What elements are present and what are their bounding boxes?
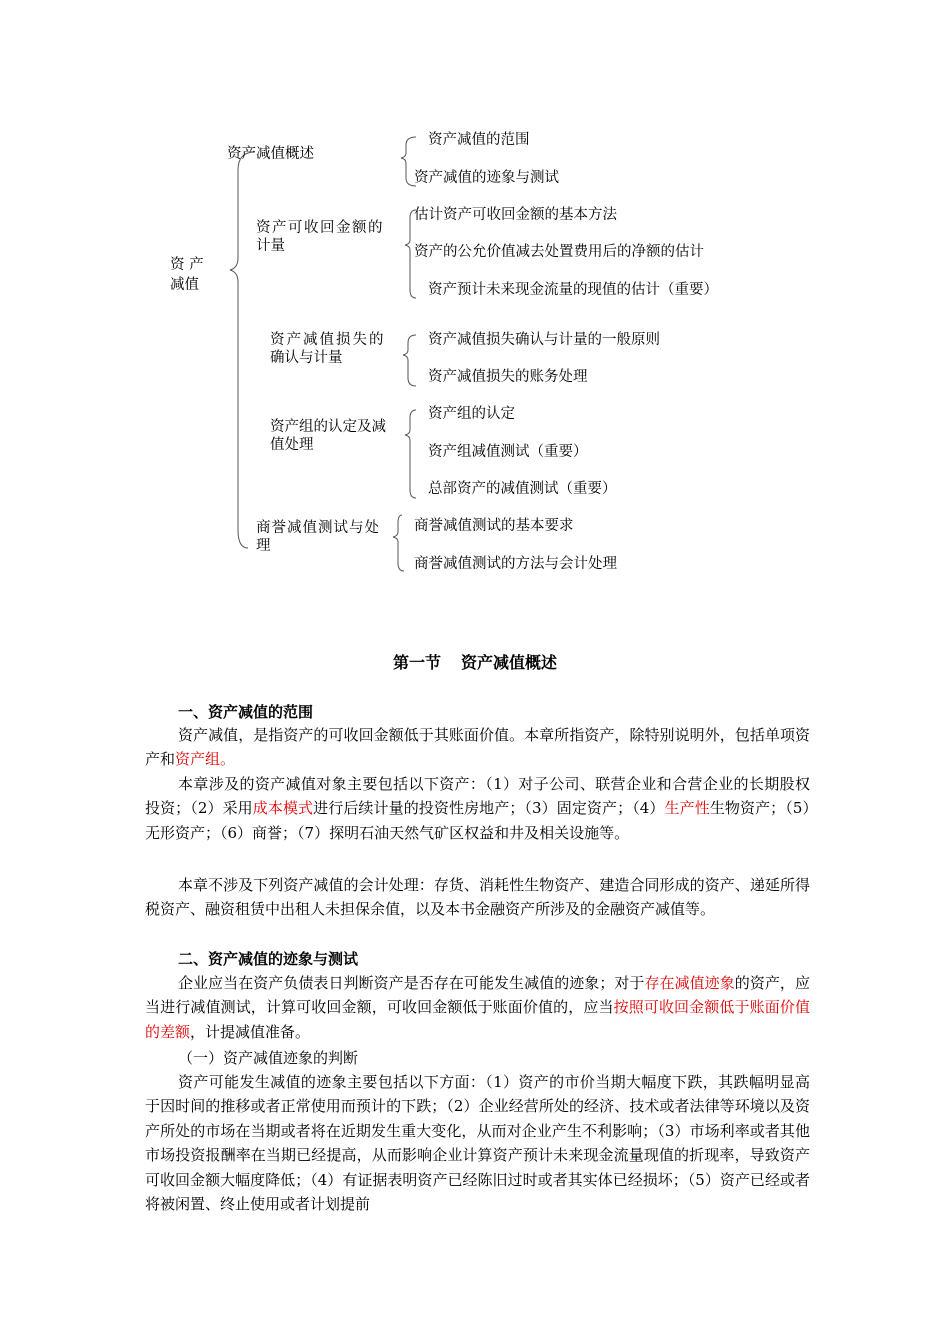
branch-item: 资产组的认定 <box>428 406 515 422</box>
paragraph-2-text-c: 生物资产；（5）无形资产；（6）商誉；（7）探明石油天然气矿区权益和井及相关设施等。 <box>145 799 810 842</box>
subheading-1: （一）资产减值迹象的判断 <box>178 1049 359 1067</box>
paragraph-2 <box>145 772 810 845</box>
paragraph-4-text-b: 的资产，应当进行减值测试，计算可收回金额，可收回金额低于账面价值的，应当 <box>145 974 810 1017</box>
branch-item: 资产减值损失的账务处理 <box>428 369 588 385</box>
branch-label: 确认与计量 <box>270 350 343 366</box>
branch-label: 值处理 <box>270 437 314 453</box>
section-title-text: 资产减值概述 <box>461 653 558 672</box>
paragraph-1-text: 资产减值，是指资产的可收回金额低于其账面价值。本章所指资产，除特别说明外，包括单项资产和 <box>145 726 810 769</box>
paragraph-5: 资产可能发生减值的迹象主要包括以下方面：（1）资产的市价当期大幅度下跌，其跌幅明显高于因时间的推移或者正常使用而预计的下跌；（2）企业经营所处的经济、技术或者法律等环境以及资产所处的市场在当期或者将在近期发生重大变化，从而对企业产生不利影响；（3）市场利率或者其他市场投资报酬率在当期已经提高，从而影响企业计算资产预计未来现金流量现值的折现率，导致资产可收回金额大幅度降低；（4）有证据表明资产已经陈旧过时或者其实体已经损坏；（5）资产已经或者将被闲置、终止使用或者计划提前 <box>145 1073 810 1214</box>
section-title-number: 第一节 <box>392 653 441 672</box>
root-brace <box>230 152 255 548</box>
branch-label: 资产减值概述 <box>227 146 314 162</box>
heading-2: 二、资产减值的迹象与测试 <box>178 950 359 968</box>
highlight-impairment-indication: 存在减值迹象 <box>644 974 735 992</box>
heading-1: 一、资产减值的范围 <box>178 703 314 721</box>
paragraph-4-text-a: 企业应当在资产负债表日判断资产是否存在可能发生减值的迹象；对于 <box>178 974 645 992</box>
branch-item: 资产的公允价值减去处置费用后的净额的估计 <box>414 244 704 260</box>
branch-item: 总部资产的减值测试（重要） <box>428 481 617 497</box>
paragraph-1 <box>145 723 810 772</box>
paragraph-4 <box>145 971 810 1044</box>
branch-label: 理 <box>256 538 271 554</box>
root-label-line1: 资 产 <box>170 257 204 273</box>
branch-item: 资产预计未来现金流量的现值的估计（重要） <box>428 282 718 298</box>
paragraph-4-text-c: ，计提减值准备。 <box>190 1022 311 1041</box>
brace-5 <box>393 515 404 571</box>
paragraph-2-text-a: 本章涉及的资产减值对象主要包括以下资产：（1）对子公司、联营企业和合营企业的长期股权投资；（2）采用 <box>145 775 810 818</box>
brace-3 <box>403 335 416 386</box>
branch-label: 资产可收回金额的 <box>256 220 384 236</box>
branch-item: 资产组减值测试（重要） <box>428 444 588 460</box>
branch-item: 资产减值损失确认与计量的一般原则 <box>428 332 660 348</box>
highlight-productive: 生产性 <box>664 799 710 818</box>
branch-item: 估计资产可收回金额的基本方法 <box>414 207 617 223</box>
root-label-line2: 减值 <box>170 277 199 293</box>
branch-label: 资产组的认定及减 <box>270 419 386 435</box>
highlight-difference: 按照可收回金额低于账面价值的差额 <box>145 998 810 1041</box>
section-title <box>0 650 950 673</box>
paragraph-2-text-b: 进行后续计量的投资性房地产；（3）固定资产；（4） <box>313 799 665 818</box>
highlight-asset-group: 资产组 <box>175 750 221 769</box>
branch-label: 资产减值损失的 <box>270 332 386 348</box>
mindmap-braces <box>0 0 950 600</box>
highlight-cost-model: 成本模式 <box>252 799 314 818</box>
branch-label: 商誉减值测试与处 <box>256 520 380 536</box>
mindmap <box>0 0 950 600</box>
branch-label: 计量 <box>256 238 285 254</box>
paragraph-1-end: 。 <box>220 750 236 769</box>
brace-4 <box>405 410 416 498</box>
branch-item: 资产减值的范围 <box>428 132 530 148</box>
branch-item: 商誉减值测试的基本要求 <box>414 518 574 534</box>
branch-item: 商誉减值测试的方法与会计处理 <box>414 556 617 572</box>
paragraph-3: 本章不涉及下列资产减值的会计处理：存货、消耗性生物资产、建造合同形成的资产、递延所得税资产、融资租赁中出租人未担保余值，以及本书金融资产所涉及的金融资产减值等。 <box>145 876 810 919</box>
branch-item: 资产减值的迹象与测试 <box>414 170 559 186</box>
